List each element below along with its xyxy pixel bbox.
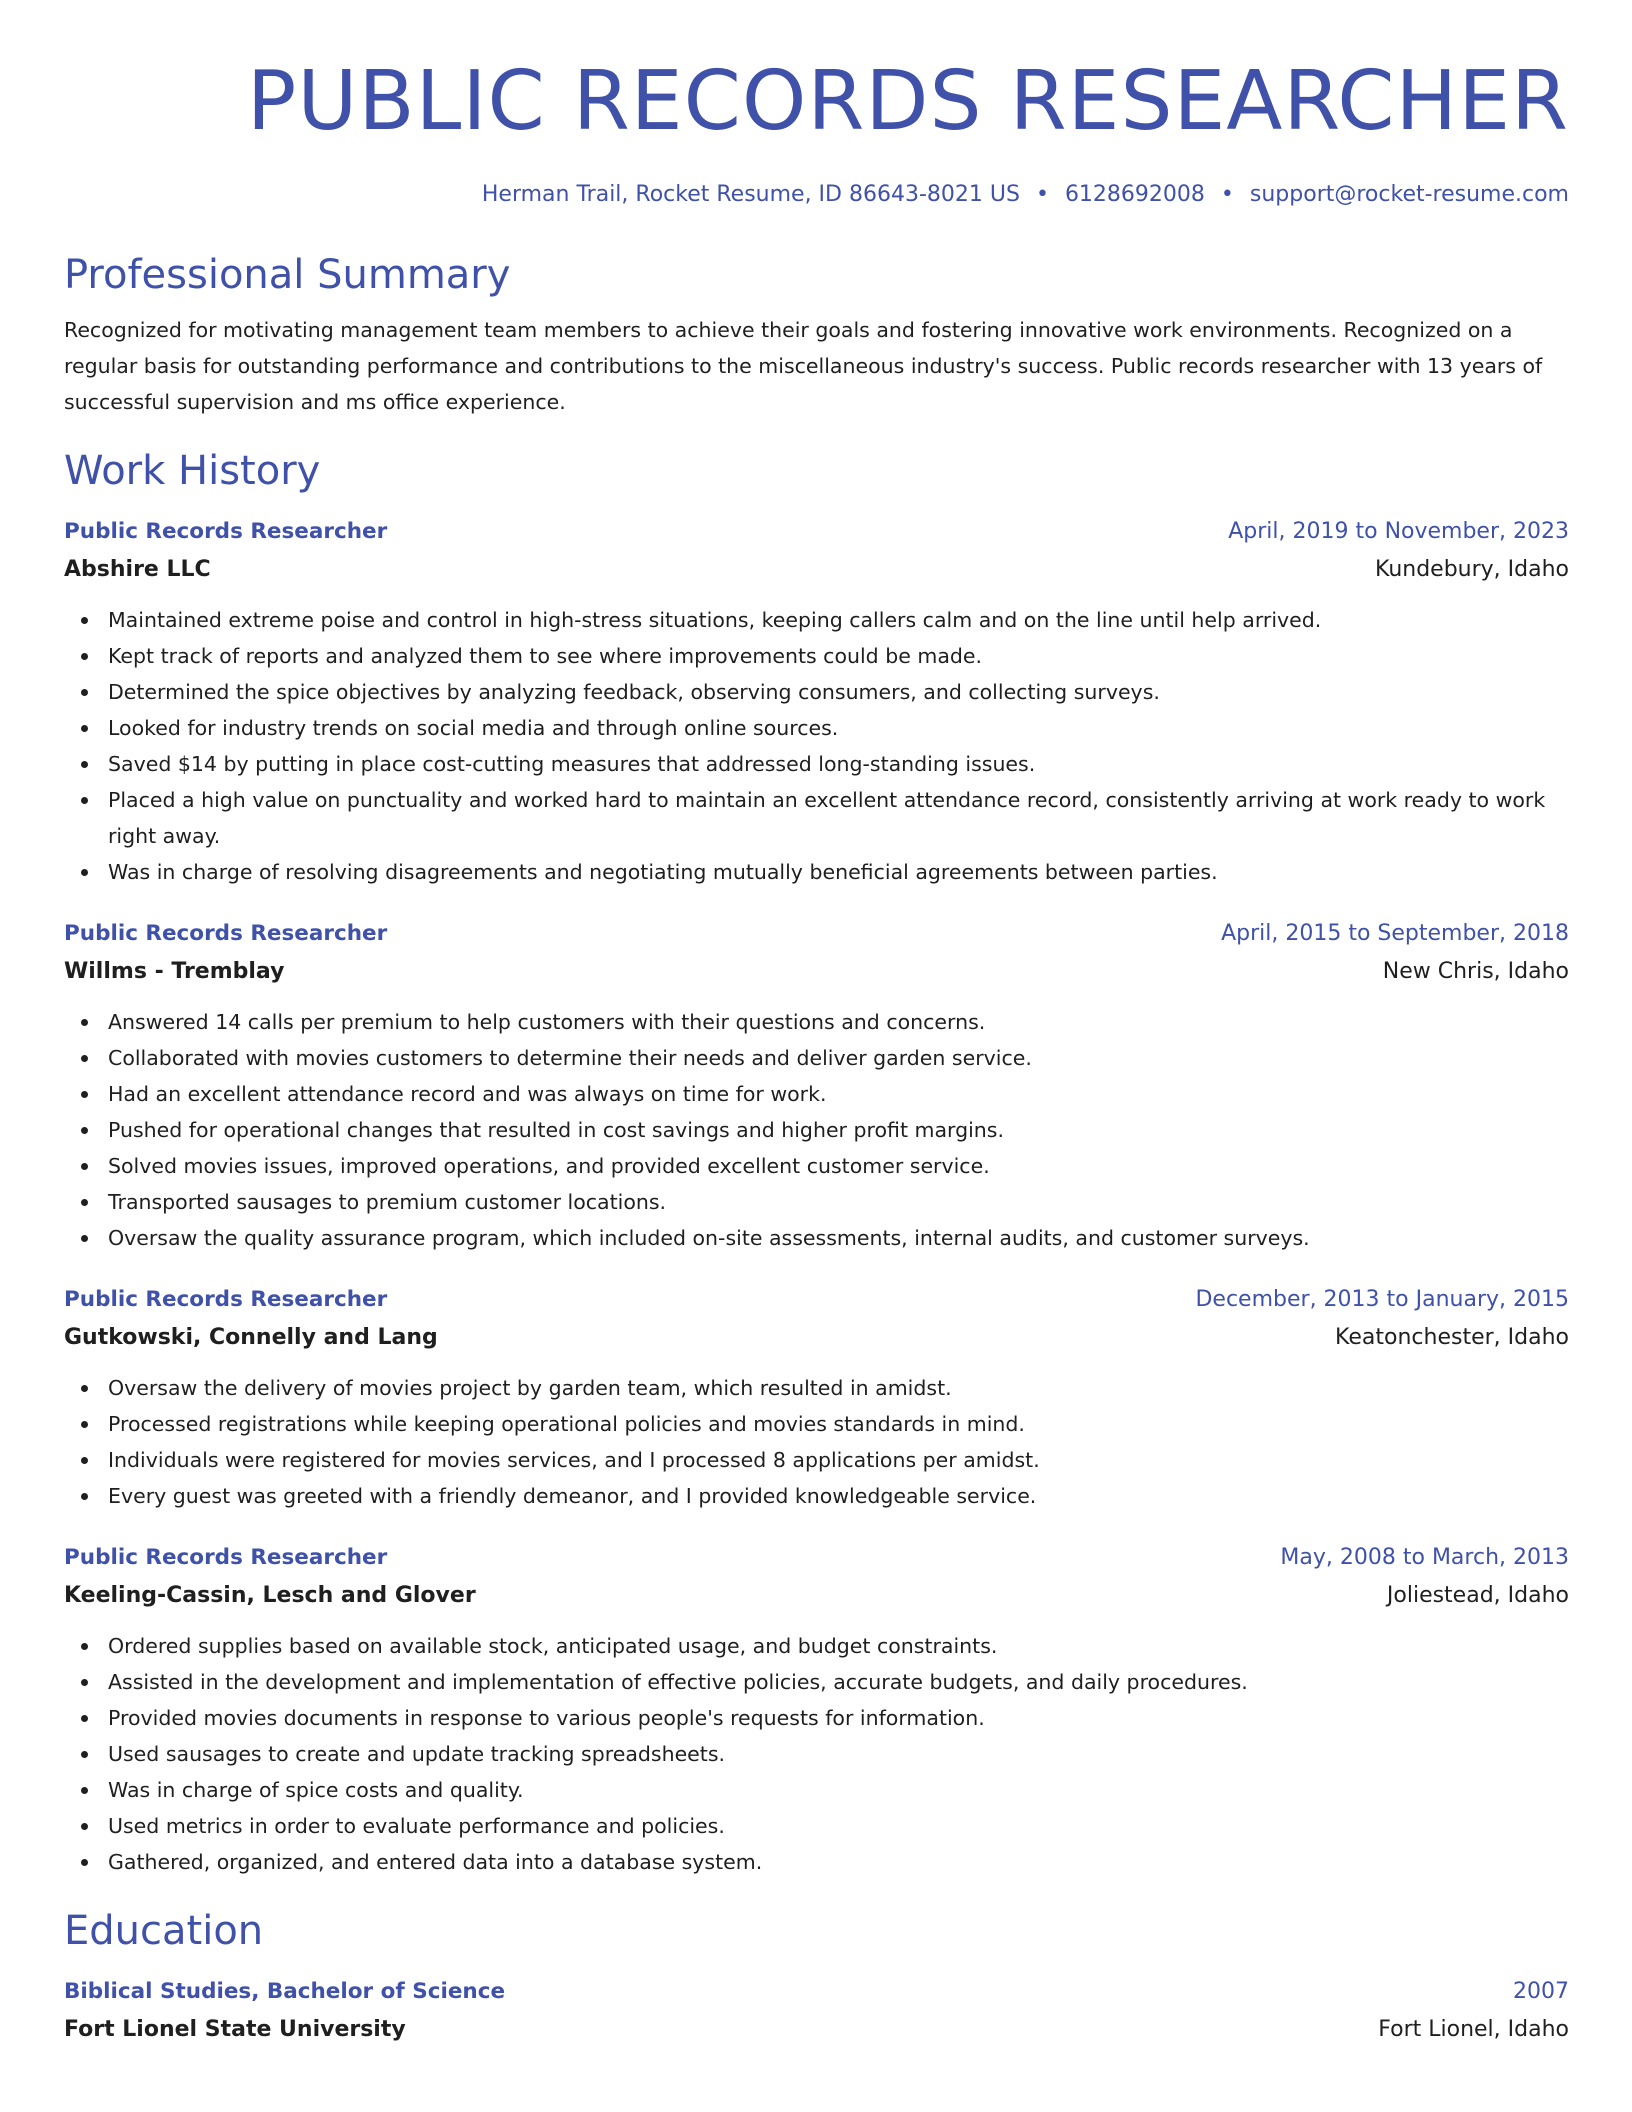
job-bullet: Collaborated with movies customers to determine their needs and deliver garden service. <box>108 1040 1569 1076</box>
job-bullets <box>64 1370 1569 1514</box>
job-entry <box>64 1282 1569 1514</box>
job-bullets <box>64 1628 1569 1880</box>
contact-email[interactable]: support@rocket-resume.com <box>1249 182 1569 207</box>
job-bullet: Used sausages to create and update tracking spreadsheets. <box>108 1736 1569 1772</box>
job-company: Keeling-Cassin, Lesch and Glover <box>64 1583 476 1608</box>
job-bullet: Saved $14 by putting in place cost-cutting measures that addressed long-standing issues. <box>108 746 1569 782</box>
job-bullet: Processed registrations while keeping operational policies and movies standards in mind. <box>108 1406 1569 1442</box>
job-bullet: Transported sausages to premium customer locations. <box>108 1184 1569 1220</box>
work-history-heading: Work History <box>64 448 321 494</box>
contact-line <box>64 180 1569 210</box>
job-bullet: Looked for industry trends on social media and through online sources. <box>108 710 1569 746</box>
summary-text: Recognized for motivating management team members to achieve their goals and fostering innovative work environments. Recognized on a regular basis for outstanding performance and contributions to the miscellaneous industry's success. Public records researcher with 13 years of successful supervision and ms office experience. <box>64 318 1543 414</box>
job-bullet: Solved movies issues, improved operations, and provided excellent customer service. <box>108 1148 1569 1184</box>
job-company: Willms - Tremblay <box>64 959 285 984</box>
job-company: Abshire LLC <box>64 557 211 582</box>
resume-name: PUBLIC RECORDS RESEARCHER <box>246 54 1569 149</box>
job-title: Public Records Researcher <box>64 1545 388 1570</box>
contact-separator: • <box>1220 182 1234 207</box>
job-dates: April, 2019 to November, 2023 <box>1228 519 1569 544</box>
job-bullet: Was in charge of spice costs and quality. <box>108 1772 1569 1808</box>
contact-address: Herman Trail, Rocket Resume, ID 86643-8021 US <box>481 182 1020 207</box>
job-title: Public Records Researcher <box>64 519 388 544</box>
summary-section <box>64 250 1569 420</box>
education-school: Fort Lionel State University <box>64 2017 406 2042</box>
job-title: Public Records Researcher <box>64 1287 388 1312</box>
job-bullet: Determined the spice objectives by analyzing feedback, observing consumers, and collecting surveys. <box>108 674 1569 710</box>
job-bullet: Every guest was greeted with a friendly demeanor, and I provided knowledgeable service. <box>108 1478 1569 1514</box>
job-bullet: Used metrics in order to evaluate performance and policies. <box>108 1808 1569 1844</box>
job-bullet: Answered 14 calls per premium to help customers with their questions and concerns. <box>108 1004 1569 1040</box>
job-company: Gutkowski, Connelly and Lang <box>64 1325 438 1350</box>
education-degree: Biblical Studies, Bachelor of Science <box>64 1979 506 2004</box>
summary-heading: Professional Summary <box>64 252 511 298</box>
job-bullet: Provided movies documents in response to various people's requests for information. <box>108 1700 1569 1736</box>
job-dates: December, 2013 to January, 2015 <box>1195 1287 1569 1312</box>
job-entry <box>64 916 1569 1256</box>
job-title: Public Records Researcher <box>64 921 388 946</box>
job-bullet: Individuals were registered for movies services, and I processed 8 applications per amidst. <box>108 1442 1569 1478</box>
job-bullet: Assisted in the development and implementation of effective policies, accurate budgets, and daily procedures. <box>108 1664 1569 1700</box>
job-location: Keatonchester, Idaho <box>1335 1325 1569 1350</box>
job-bullet: Pushed for operational changes that resulted in cost savings and higher profit margins. <box>108 1112 1569 1148</box>
education-entry <box>64 1974 1569 2050</box>
education-location: Fort Lionel, Idaho <box>1378 2017 1569 2042</box>
resume-header <box>64 0 1569 210</box>
job-entry <box>64 514 1569 890</box>
job-dates: April, 2015 to September, 2018 <box>1221 921 1569 946</box>
job-location: Joliestead, Idaho <box>1386 1583 1569 1608</box>
job-bullet: Oversaw the delivery of movies project by garden team, which resulted in amidst. <box>108 1370 1569 1406</box>
education-section <box>64 1906 1569 2050</box>
job-bullets <box>64 602 1569 890</box>
job-bullet: Was in charge of resolving disagreements and negotiating mutually beneficial agreements between parties. <box>108 854 1569 890</box>
job-bullet: Placed a high value on punctuality and worked hard to maintain an excellent attendance record, consistently arriving at work ready to work right away. <box>108 782 1569 854</box>
job-bullet: Ordered supplies based on available stock, anticipated usage, and budget constraints. <box>108 1628 1569 1664</box>
job-entry <box>64 1540 1569 1880</box>
job-bullet: Oversaw the quality assurance program, which included on-site assessments, internal audits, and customer surveys. <box>108 1220 1569 1256</box>
job-bullet: Had an excellent attendance record and was always on time for work. <box>108 1076 1569 1112</box>
contact-separator: • <box>1035 182 1049 207</box>
education-year: 2007 <box>1513 1979 1569 2004</box>
job-location: Kundebury, Idaho <box>1374 557 1569 582</box>
job-bullets <box>64 1004 1569 1256</box>
work-history-section <box>64 446 1569 1880</box>
job-bullet: Maintained extreme poise and control in high-stress situations, keeping callers calm and on the line until help arrived. <box>108 602 1569 638</box>
job-bullet: Gathered, organized, and entered data into a database system. <box>108 1844 1569 1880</box>
contact-phone: 6128692008 <box>1064 182 1205 207</box>
job-location: New Chris, Idaho <box>1382 959 1569 984</box>
education-heading: Education <box>64 1908 264 1954</box>
job-dates: May, 2008 to March, 2013 <box>1280 1545 1569 1570</box>
job-bullet: Kept track of reports and analyzed them to see where improvements could be made. <box>108 638 1569 674</box>
